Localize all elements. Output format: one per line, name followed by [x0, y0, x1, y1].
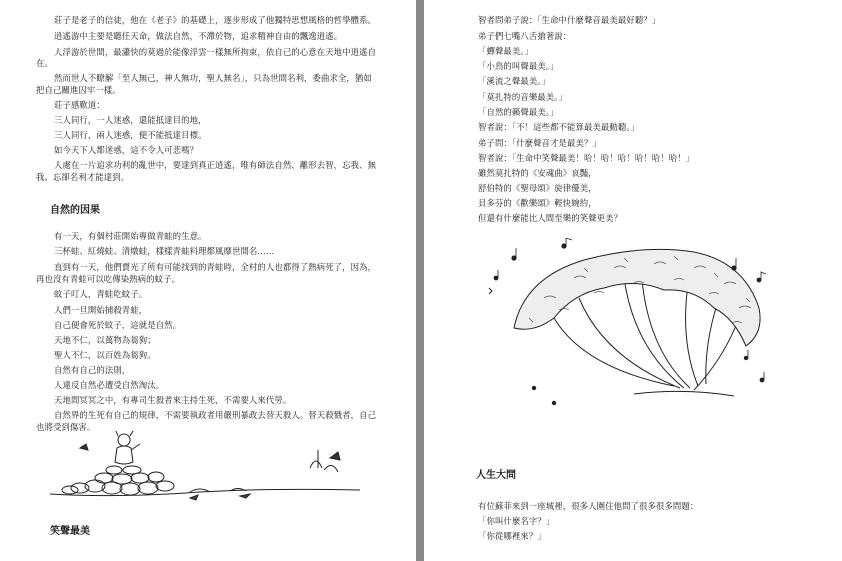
text-line: 三人同行，兩人迷惑，便不能抵達目標。	[54, 130, 207, 140]
text-line: 「莫扎特的音樂最美。」	[478, 92, 568, 102]
text-line: 三人同行，一人迷惑，還能抵達目的地，	[54, 115, 207, 125]
text-line: 如今天下人都迷惑，這不令人可悲嗎？	[54, 145, 199, 155]
text-line: 智者說：「生命中笑聲最美！哈！哈！哈！哈！哈！哈！」	[478, 153, 695, 163]
text-line: 弟子們七嘴八舌搶著說：	[478, 31, 572, 41]
text-line: 人處在一片追求功利的亂世中，要達到真正逍遙，唯有師法自然、離形去智，忘我、無	[54, 160, 377, 170]
text-line: 再也沒有青蛙可以吃傳染熱病的蚊子。	[36, 274, 181, 284]
text-line: 雖然莫扎特的《安魂曲》哀豔，	[478, 168, 597, 178]
left-page	[0, 0, 416, 561]
text-line: 貝多芬的《歡樂頌》輕快婉約，	[478, 198, 597, 208]
text-line: 「自然的籟聲最美。」	[478, 107, 559, 117]
text-line: 自然界的生死有自己的規律，不需要執政者用嚴刑暴政去替天殺人。替天殺戮者，自己	[54, 410, 377, 420]
text-line: 我、忘卻名利才能達到。	[36, 172, 130, 182]
text-line: 三杯蛙、紅燒蛙、清燉蛙，樣樣青蛙料理都風靡世間名……	[54, 246, 275, 256]
text-line: 在。	[36, 58, 53, 68]
section-title: 自然的因果	[50, 205, 100, 216]
text-line: 也將受到傷害。	[36, 422, 96, 432]
text-line: 直到有一天，他們賣光了所有可能找到的青蛙時，全村的人也都得了熱病死了，因為，	[54, 262, 377, 272]
text-line: 莊子感歎道：	[54, 100, 105, 110]
section-title: 人生大問	[476, 470, 516, 481]
text-line: 舒伯特的《聖母頌》旋律優美，	[478, 183, 597, 193]
text-line: 「蟬聲最美。」	[478, 46, 534, 56]
text-line: 智者說：「不！這些都不能算最美最動聽。」	[478, 122, 640, 132]
text-line: 人違反自然必遭受自然淘汰。	[54, 380, 165, 390]
text-line: 弟子問：「什麼聲音才是最美？」	[478, 138, 601, 148]
text-line: 天地不仁，以萬物為芻狗；	[54, 335, 156, 345]
text-line: 逍遙游中主要是聽任天命，做法自然，不滯於物，追求精神自由的飄逸逍遙。	[54, 31, 343, 41]
text-line: 「你從哪裡來？」	[478, 531, 546, 541]
text-line: 「溪流之聲最美。」	[478, 76, 551, 86]
frog-village-illustration	[40, 428, 370, 506]
text-line: 自己便會死於蚊子，這就是自然。	[54, 320, 182, 330]
text-line: 蚊子叮人，青蛙吃蚊子。	[54, 289, 148, 299]
right-page	[424, 0, 842, 561]
text-line: 但還有什麼能比人間至樂的笑聲更美？	[478, 213, 623, 223]
text-line: 莊子是老子的信徒，他在《老子》的基礎上，逐步形成了他獨特思想風格的哲學體系。	[54, 15, 377, 25]
text-line: 人們一旦開始捕殺青蛙，	[54, 305, 148, 315]
text-line: 有一天，有個村莊開始專做青蛙的生意。	[54, 231, 207, 241]
page-gutter	[416, 0, 424, 561]
section-title: 笑聲最美	[50, 526, 90, 537]
text-line: 「你叫什麼名字？」	[478, 516, 555, 526]
text-line: 「小鳥的叫聲最美。」	[478, 61, 559, 71]
text-line: 有位蘇菲來到一座城裡，很多人圍住他問了很多很多問題：	[478, 501, 699, 511]
text-line: 然而世人不瞭解「至人無己，神人無功，聖人無名」，只為世間名利，委曲求全，猶如	[54, 73, 372, 83]
text-line: 聖人不仁，以百姓為芻狗。	[54, 350, 156, 360]
text-line: 把自己關進囚牢一樣。	[36, 85, 121, 95]
text-line: 人浮游於世間，最瀟快的莫過於能像浮雲一樣無所拘束，依自己的心意在天地中逍遙自	[54, 47, 377, 57]
text-line: 天地間冥冥之中，有專司生殺者來主持生死，不需要人來代勞。	[54, 395, 292, 405]
text-line: 智者問弟子說：「生命中什麼聲音最美最好聽？」	[478, 15, 661, 25]
text-line: 自然有自己的法則，	[54, 365, 131, 375]
music-tree-illustration	[484, 238, 774, 408]
